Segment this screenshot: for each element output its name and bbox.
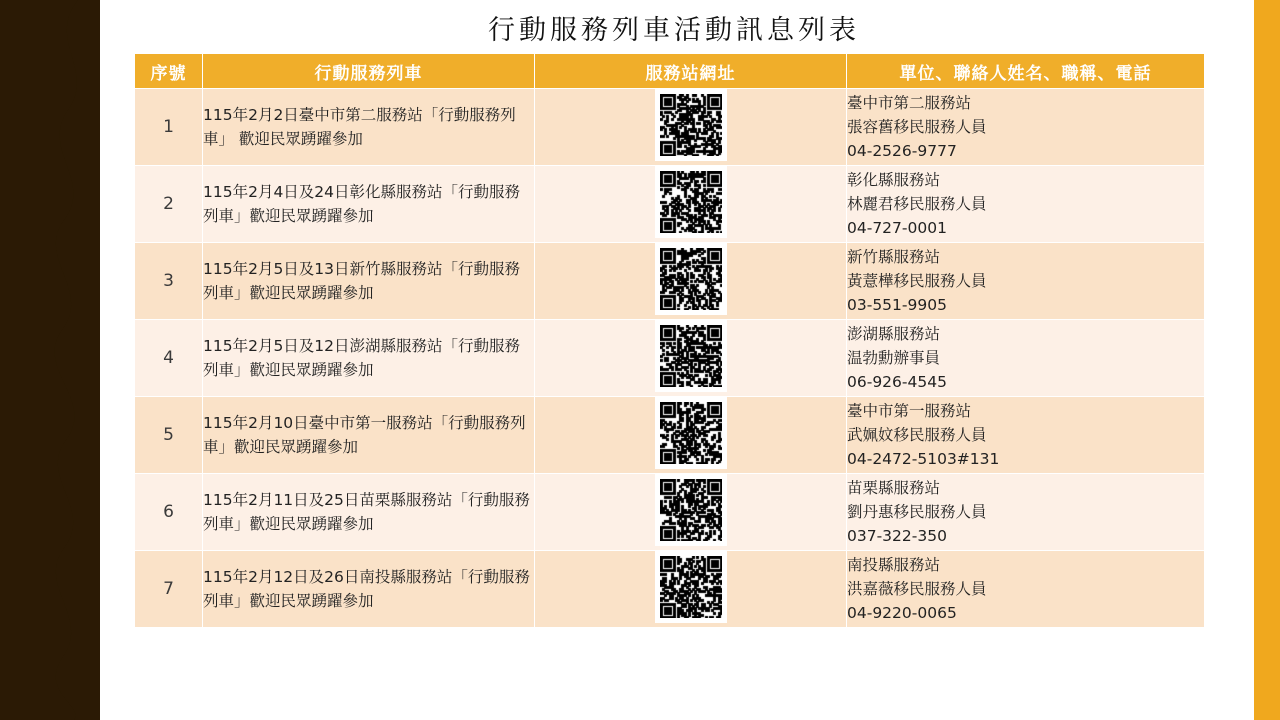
- contact-phone: 037-322-350: [847, 527, 947, 545]
- contact-unit: 臺中市第二服務站: [847, 93, 972, 112]
- page-title: 行動服務列車活動訊息列表: [488, 15, 860, 46]
- column-header-info: 單位、聯絡人姓名、職稱、電話: [847, 54, 1205, 89]
- event-title: 115年2月4日及24日彰化縣服務站「行動服務列車」歡迎民眾踴躍參加: [203, 166, 535, 243]
- table-header-row: [135, 54, 1205, 89]
- contact-info-cell: [847, 474, 1205, 551]
- contact-person: 温勃勳辦事員: [847, 348, 941, 367]
- event-title: 115年2月5日及13日新竹縣服務站「行動服務列車」歡迎民眾踴躍參加: [203, 243, 535, 320]
- service-station-url-cell: [535, 551, 847, 628]
- contact-person: 劉丹惠移民服務人員: [847, 502, 987, 521]
- schedule-table: [134, 53, 1205, 628]
- qr-code-icon[interactable]: [655, 397, 727, 469]
- contact-phone: 04-727-0001: [847, 219, 947, 237]
- table-row: [135, 89, 1205, 166]
- event-title: 115年2月12日及26日南投縣服務站「行動服務列車」歡迎民眾踴躍參加: [203, 551, 535, 628]
- contact-phone: 04-2526-9777: [847, 142, 957, 160]
- qr-code-icon[interactable]: [655, 89, 727, 161]
- table-row: [135, 551, 1205, 628]
- qr-code-icon[interactable]: [655, 320, 727, 392]
- service-station-url-cell: [535, 474, 847, 551]
- contact-person: 張容舊移民服務人員: [847, 117, 987, 136]
- service-station-url-cell: [535, 320, 847, 397]
- table-body: [135, 89, 1205, 628]
- contact-unit: 彰化縣服務站: [847, 170, 941, 189]
- contact-unit: 新竹縣服務站: [847, 247, 941, 266]
- row-number: 4: [135, 320, 203, 397]
- qr-code-icon[interactable]: [655, 474, 727, 546]
- event-title: 115年2月2日臺中市第二服務站「行動服務列車」 歡迎民眾踴躍參加: [203, 89, 535, 166]
- contact-info-cell: [847, 397, 1205, 474]
- qr-code-icon[interactable]: [655, 551, 727, 623]
- contact-phone: 04-9220-0065: [847, 604, 957, 622]
- qr-code-icon[interactable]: [655, 243, 727, 315]
- contact-phone: 04-2472-5103#131: [847, 450, 1000, 468]
- contact-phone: 03-551-9905: [847, 296, 947, 314]
- event-title: 115年2月10日臺中市第一服務站「行動服務列車」歡迎民眾踴躍參加: [203, 397, 535, 474]
- column-header-no: 序號: [135, 54, 203, 89]
- contact-person: 黃薏樺移民服務人員: [847, 271, 987, 290]
- table-row: [135, 243, 1205, 320]
- table-row: [135, 320, 1205, 397]
- service-station-url-cell: [535, 166, 847, 243]
- row-number: 1: [135, 89, 203, 166]
- contact-unit: 苗栗縣服務站: [847, 478, 941, 497]
- contact-info-cell: [847, 320, 1205, 397]
- qr-code-icon[interactable]: [655, 166, 727, 238]
- service-station-url-cell: [535, 397, 847, 474]
- contact-info-cell: [847, 166, 1205, 243]
- slide-content: [100, 0, 1248, 720]
- table-row: [135, 474, 1205, 551]
- contact-unit: 澎湖縣服務站: [847, 324, 941, 343]
- contact-unit: 臺中市第一服務站: [847, 401, 972, 420]
- contact-person: 林麗君移民服務人員: [847, 194, 987, 213]
- table-row: [135, 166, 1205, 243]
- service-station-url-cell: [535, 89, 847, 166]
- row-number: 5: [135, 397, 203, 474]
- contact-person: 武姵妏移民服務人員: [847, 425, 987, 444]
- contact-phone: 06-926-4545: [847, 373, 947, 391]
- row-number: 2: [135, 166, 203, 243]
- event-title: 115年2月5日及12日澎湖縣服務站「行動服務列車」歡迎民眾踴躍參加: [203, 320, 535, 397]
- contact-info-cell: [847, 89, 1205, 166]
- column-header-title: 行動服務列車: [203, 54, 535, 89]
- column-header-qr: 服務站網址: [535, 54, 847, 89]
- service-station-url-cell: [535, 243, 847, 320]
- table-row: [135, 397, 1205, 474]
- contact-person: 洪嘉薇移民服務人員: [847, 579, 987, 598]
- row-number: 7: [135, 551, 203, 628]
- decorative-right-band: [1254, 0, 1280, 720]
- row-number: 6: [135, 474, 203, 551]
- decorative-left-wave: [38, 0, 100, 720]
- contact-info-cell: [847, 243, 1205, 320]
- row-number: 3: [135, 243, 203, 320]
- contact-unit: 南投縣服務站: [847, 555, 941, 574]
- contact-info-cell: [847, 551, 1205, 628]
- event-title: 115年2月11日及25日苗栗縣服務站「行動服務列車」歡迎民眾踴躍參加: [203, 474, 535, 551]
